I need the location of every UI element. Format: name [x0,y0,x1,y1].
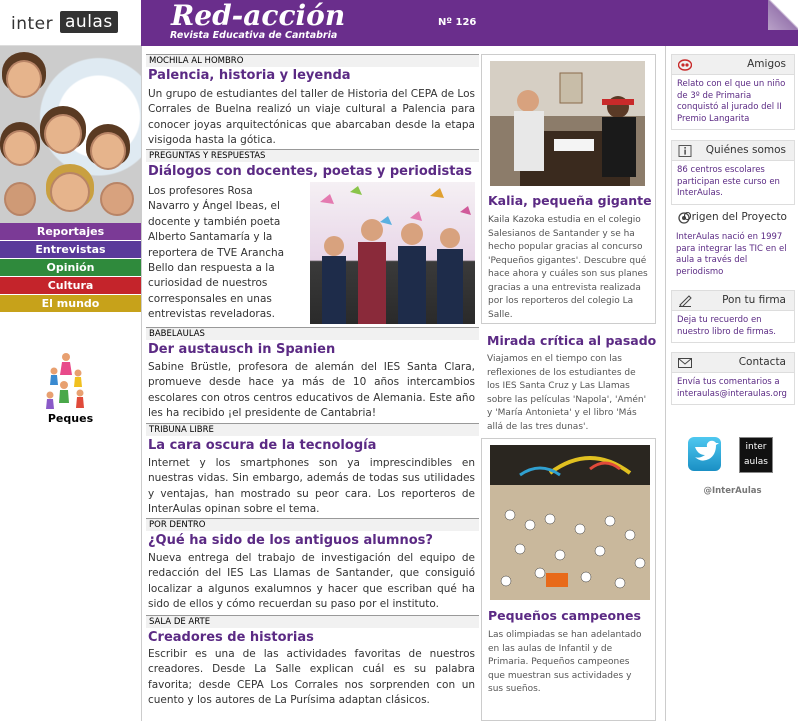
section-header: SALA DE ARTE [146,615,479,628]
peques-children-icon[interactable] [44,351,90,411]
sidebar-header: Contacta [672,353,794,373]
magazine-title: Red-acción [171,0,346,32]
sidebar-header: Origen del Proyecto [671,208,795,228]
feature-title[interactable]: Pequeños campeones [488,608,641,623]
students-group-photo [0,46,141,223]
feature-column [481,46,665,721]
left-column [0,46,141,721]
logo-text-inter: inter [11,14,54,34]
olympics-children-photo[interactable] [490,445,650,600]
nav-item-el-mundo[interactable]: El mundo [0,295,141,313]
nav-item-opinion[interactable]: Opinión [0,259,141,277]
sidebar-text[interactable]: Envía tus comentarios a interaulas@interaulas.org [677,377,787,399]
article-summary: Los profesores Rosa Navarro y Ángel Ibeas, el docente y también poeta Alberto Santamaría y la reportera de TVE Arancha Bello dan respuesta a la curiosidad de nuestros corresponsales en unas entrevistas reveladoras. [148,185,285,321]
sidebar-box-origen[interactable] [671,208,795,282]
feature-title[interactable]: Kalia, pequeña gigante [488,193,652,208]
sidebar-text[interactable]: Relato con el que un niño de 3º de Primaria conquistó al jurado del II Premio Langarita [677,79,786,124]
page-curl-icon [768,0,798,30]
section-header: PREGUNTAS Y RESPUESTAS [146,149,479,162]
feature-box [481,54,656,324]
article-title[interactable]: Creadores de historias [148,630,314,645]
section-header: TRIBUNA LIBRE [146,423,479,436]
site-logo[interactable] [0,0,141,46]
right-sidebar [665,46,798,721]
article-summary: Internet y los smartphones son ya imprescindibles en nuestras vidas. Sin embargo, además de todas sus utilidades y ventajas, han mostrado su peor cara. Los reporteros de InterAulas opinan sobre el tema. [148,457,475,516]
pen-icon [678,295,692,307]
article-summary: Un grupo de estudiantes del taller de Historia del CEPA de Los Corrales de Buelna realizó un viaje cultural a Palencia para conocer joyas arquitectónicas que abarcaban desde la etapa visigoda hasta la gótica. [148,88,475,147]
magazine-subtitle: Revista Educativa de Cantabria [170,30,338,41]
amigos-icon [678,59,692,71]
nav-item-entrevistas[interactable]: Entrevistas [0,241,141,259]
sidebar-box-contacta[interactable] [671,352,795,405]
twitter-handle[interactable]: @InterAulas [703,486,762,496]
sidebar-header: Quiénes somos [672,141,794,161]
article-summary: Nueva entrega del trabajo de investigación del equipo de redacción del IES Las Llamas de Santander, que consiguió localizar a algunos exalumnos y hacer que escriban qué ha sido de ellos y cómo recuerdan su paso por el instituto. [148,552,475,611]
sidebar-box-quienes-somos[interactable] [671,140,795,205]
sidebar-header: Pon tu firma [672,291,794,311]
sidebar-text[interactable]: InterAulas nació en 1997 para integrar las TIC en el aula a través del periodismo [676,232,787,277]
logo-text-aulas: aulas [60,11,118,33]
section-header: MOCHILA AL HOMBRO [146,54,479,67]
article-summary: Escribir es una de las actividades favoritas de nuestros creadores. Desde La Salle explican cuál es su palabra favorita; desde CEPA Los Corrales nos sorprenden con un cuento y los autores de La Purísima adaptan clásicos. [148,648,475,707]
sidebar-box-amigos[interactable] [671,54,795,130]
feature-summary: Kaila Kazoka estudia en el colegio Salesianos de Santander y se ha hecho popular gracias al concurso 'Pequeños gigantes'. Descubre qué hace ahora y cuáles son sus planes gracias a una entrevista realizada por los reporteros del colegio La Salle. [488,215,648,320]
section-header: BABELAULAS [146,327,479,340]
article-title[interactable]: ¿Qué ha sido de los antiguos alumnos? [148,533,433,548]
article-title[interactable]: Der austausch in Spanien [148,342,336,357]
info-icon [678,145,692,157]
sidebar-text[interactable]: 86 centros escolares participan este curso en InterAulas. [677,165,780,198]
sidebar-text[interactable]: Deja tu recuerdo en nuestro libro de firmas. [677,315,776,337]
article-title[interactable]: La cara oscura de la tecnología [148,438,377,453]
section-header: POR DENTRO [146,518,479,531]
nav-item-cultura[interactable]: Cultura [0,277,141,295]
sidebar-header: Amigos [672,55,794,75]
kalia-interview-photo[interactable] [490,61,645,186]
article-summary: Sabine Brüstle, profesora de alemán del IES Santa Clara, promueve desde hace ya más de 10 años intercambios escolares con otros centros educativos de Alemania. Este año les ha recibido ¡el presidente de Cantabria! [148,361,475,420]
issue-number: Nº 126 [438,17,477,28]
feature-box [481,438,656,721]
interaulas-social-icon[interactable]: inter aulas [739,437,773,473]
main-articles [141,46,481,721]
twitter-icon[interactable] [688,437,721,471]
sidebar-box-pon-tu-firma[interactable] [671,290,795,343]
feature-summary: Las olimpiadas se han adelantado en las aulas de Infantil y de Primaria. Pequeños campeones que muestran sus actividades y sus sueños. [488,630,642,694]
nav-item-reportajes[interactable]: Reportajes [0,223,141,241]
magazine-banner[interactable] [141,0,798,46]
feature-summary: Viajamos en el tiempo con las reflexiones de los estudiantes de los IES Santa Cruz y Las Llamas sobre las películas 'Napola', 'Amén' y 'María Antonieta' y el libro 'Más allá de las tres dunas'. [487,354,647,432]
article-title[interactable]: Diálogos con docentes, poetas y periodistas [148,164,473,179]
feature-title[interactable]: Mirada crítica al pasado [487,333,657,348]
envelope-icon [678,357,692,369]
section-nav [0,223,141,313]
peques-label[interactable]: Peques [47,412,94,425]
article-title[interactable]: Palencia, historia y leyenda [148,68,351,83]
students-butterflies-photo[interactable] [310,182,475,324]
